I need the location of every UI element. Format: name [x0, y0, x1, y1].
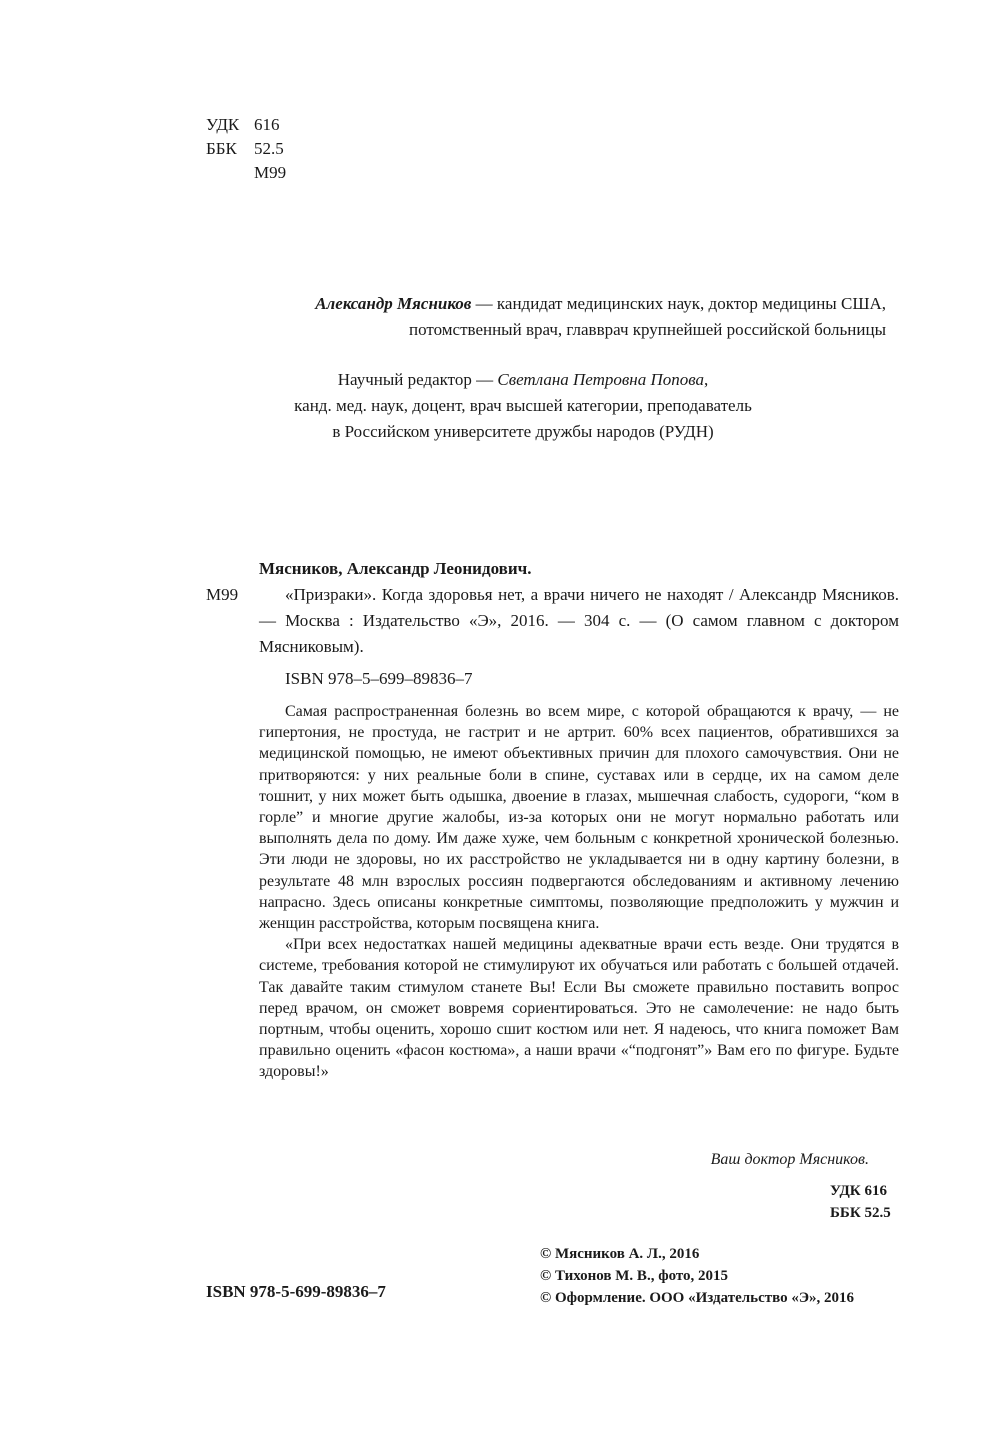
- editor-line-2: канд. мед. наук, доцент, врач высшей категории, преподаватель: [294, 396, 752, 415]
- bbk-value: 52.5: [254, 139, 284, 158]
- author-description: — кандидат медицинских наук, доктор медицины США,: [471, 294, 886, 313]
- editor-note: [180, 367, 866, 445]
- bibliographic-cutter: М99: [206, 585, 239, 604]
- bbk-row: [206, 137, 286, 161]
- bibliographic-description: «Призраки». Когда здоровья нет, а врачи ничего не находят / Александр Мясников. — Москва : Издательство «Э», 2016. — 304 с. — (О самом главном с доктором Мясниковым).: [259, 585, 899, 656]
- udk-value: 616: [254, 115, 280, 134]
- annotation: [259, 701, 899, 1083]
- bbk-label: ББК: [206, 139, 237, 158]
- bottom-bbk: ББК 52.5: [830, 1205, 891, 1221]
- annotation-signature: Ваш доктор Мясников.: [710, 1151, 869, 1168]
- author-line-1: [150, 291, 886, 317]
- bottom-udk: УДК 616: [830, 1183, 887, 1199]
- editor-prefix: Научный редактор —: [337, 370, 498, 389]
- udk-label: УДК: [206, 115, 240, 134]
- bottom-classification-codes: [830, 1180, 891, 1224]
- cutter-code: М99: [254, 163, 287, 182]
- copyright-line: © Мясников А. Л., 2016: [540, 1246, 700, 1262]
- copyright-line: © Оформление. ООО «Издательство «Э», 2016: [540, 1290, 855, 1306]
- editor-line-3: в Российском университете дружбы народов (РУДН): [332, 422, 714, 441]
- bibliographic-heading: Мясников, Александр Леонидович.: [259, 559, 532, 578]
- editor-name: Светлана Петровна Попова: [497, 370, 704, 389]
- udk-row: [206, 113, 286, 137]
- author-line-2: потомственный врач, главврач крупнейшей российской больницы: [409, 320, 886, 339]
- classification-codes: [206, 113, 286, 185]
- editor-suffix: ,: [704, 370, 709, 389]
- copyright-line: © Тихонов М. В., фото, 2015: [540, 1268, 729, 1284]
- editor-line-1: [180, 367, 866, 393]
- bibliographic-isbn: ISBN 978–5–699–89836–7: [285, 669, 473, 688]
- author-name: Александр Мясников: [315, 294, 472, 313]
- annotation-paragraph-1: Самая распространенная болезнь во всем мире, с которой обращаются к врачу, — не гипертония, не простуда, не гастрит и не артрит. 60% всех пациентов, обратившихся за медицинской помощью, не имеют объективных причин для плохого самочувствия. Они не притворяются: у них реальные боли в спине, суставах или в сердце, их на самом деле тошнит, у них может быть одышка, двоение в глазах, мышечная слабость, судороги, “ком в горле” и многие другие жалобы, из-за которых они не могут нормально работать или выполнять дела по дому. Им даже хуже, чем больным с конкретной хронической болезнью. Эти люди не здоровы, но их расстройство не укладывается ни в одну картину болезни, в результате 48 млн взрослых россиян подвергаются обследованиям и активному лечению напрасно. Здесь описаны конкретные симптомы, позволяющие предположить у мужчин и женщин расстройства, которым посвящена книга.: [259, 703, 899, 933]
- annotation-paragraph-2: «При всех недостатках нашей медицины адекватные врачи есть везде. Они трудятся в системе, требования которой не стимулируют их обучаться или работать с большей отдачей. Так давайте таким стимулом станете Вы! Если Вы сможете правильно поставить вопрос перед врачом, он сможет вовремя сориентироваться. Это не самолечение: не надо быть портным, чтобы оценить, хорошо сшит костюм или нет. Я надеюсь, что книга поможет Вам правильно оценить «фасон костюма», а наши врачи «“подгонят”» Вам его по фигуре. Будьте здоровы!»: [259, 936, 899, 1081]
- copyright-block: [540, 1243, 854, 1309]
- author-note: [150, 291, 886, 343]
- isbn-bottom: ISBN 978-5-699-89836–7: [206, 1282, 386, 1301]
